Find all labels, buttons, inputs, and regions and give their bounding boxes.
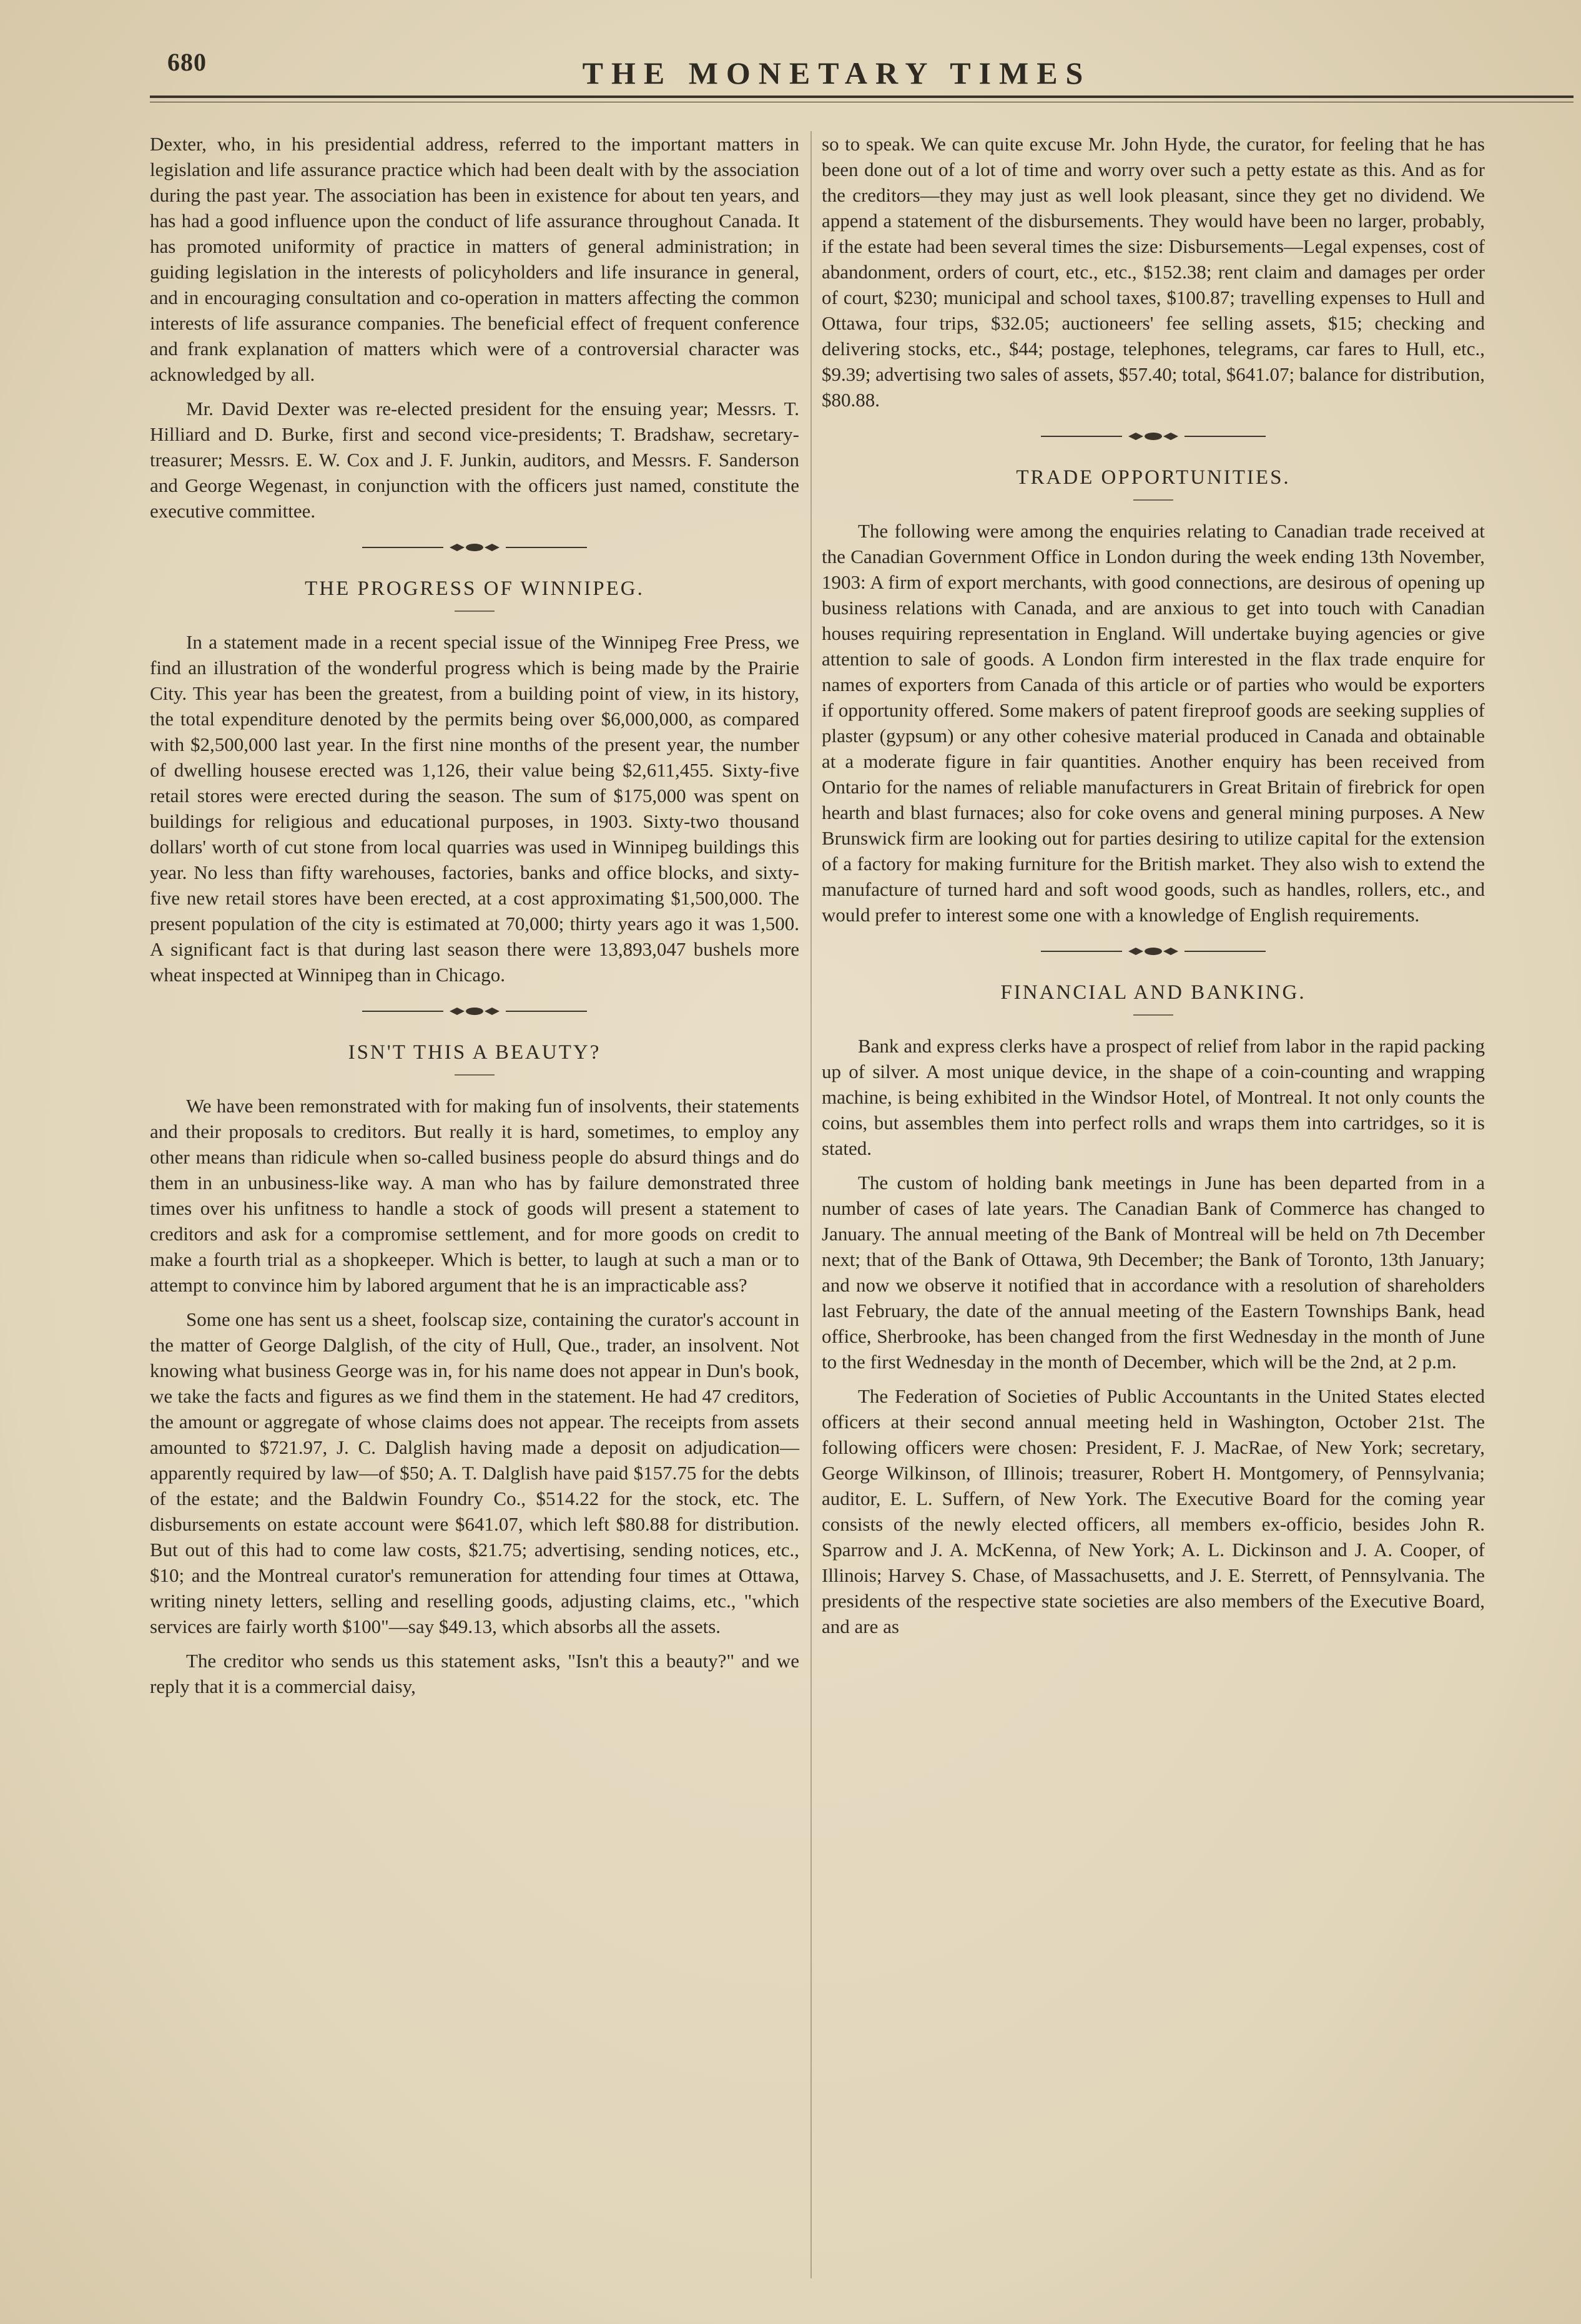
section-heading-winnipeg: THE PROGRESS OF WINNIPEG. [305,577,644,600]
heading-underline [1133,499,1173,501]
article-paragraph: We have been remonstrated with for making fun of insolvents, their statements and their proposals to creditors. But really it is hard, sometimes, to employ any other means than ridicule when so-called business people do absurd things and do them in an unbusiness-like way. A man who has by failure demonstrated three times over his unfitness to handle a stock of goods will present a statement to creditors and ask for a compromise settlement, and for more goods on credit to make a fourth trial as a shopkeeper. Which is better, to laugh at such a man or to attempt to convince him by labored argument that he is an impracticable ass? [150,1095,799,1296]
article-paragraph: Mr. David Dexter was re-elected president for the ensuing year; Messrs. T. Hilliard and D. Burke, first and second vice-presidents; T. Bradshaw, secretary-treasurer; Messrs. E. W. Cox and J. F. Junkin, auditors, and Messrs. F. Sanderson and George Wegenast, in conjunction with the officers just named, constitute the executive committee. [150,398,799,522]
heading-underline [455,1074,495,1076]
masthead-rule-thick [150,96,1574,98]
article-paragraph: Some one has sent us a sheet, foolscap size, containing the curator's account in the matter of George Dalglish, of the city of Hull, Que., trader, an insolvent. Not knowing what business George was in, for his name does not appear in Dun's book, we take the facts and figures as we find them in the statement. He had 47 creditors, the amount or aggregate of whose claims does not appear. The receipts from assets amounted to $721.97, J. C. Dalglish having made a deposit on adjudication—apparently required by law—of $50; A. T. Dalglish have paid $157.75 for the debts of the estate; and the Baldwin Foundry Co., $514.22 for the stock, etc. The disbursements on estate account were $641.07, which left $80.88 for distribution. But out of this had to come law costs, $21.75; advertising, sending notices, etc., $10; and the Montreal curator's remuneration for attending four times at Ottawa, writing ninety letters, selling and reselling goods, adjusting claims, etc., "which services are fairly worth $100"—say $49.13, which absorbs all the assets. [150,1308,799,1637]
left-column [150,131,799,1708]
heading-underline [1133,1014,1173,1016]
section-heading-beauty: ISN'T THIS A BEAUTY? [348,1041,601,1064]
article-paragraph: The following were among the enquiries relating to Canadian trade received at the Canadian Government Office in London during the week ending 13th November, 1903: A firm of export merchants, with good connections, are desirous of opening up business relations with Canada, and are anxious to get into touch with Canadian houses requiring representation in England. Will undertake buying agencies or give attention to sale of goods. A London firm interested in the flax trade enquire for names of exporters from Canada of this article or of parties who would be exporters if opportunity offered. Some makers of patent fireproof goods are seeking supplies of plaster (gypsum) or any other cohesive material produced in Canada and obtainable at a moderate figure in fair quantities. Another enquiry has been received from Ontario for the names of reliable manufacturers in Great Britain of firebrick for open hearth and blast furnaces; also for coke ovens and general mining purposes. A New Brunswick firm are looking out for parties desiring to utilize capital for the extension of a factory for making furniture for the British market. They also wish to extend the manufacture of turned hard and soft wood goods, such as handles, rollers, etc., and would prefer to interest some one with a knowledge of English requirements. [822,520,1485,926]
article-paragraph: so to speak. We can quite excuse Mr. John Hyde, the curator, for feeling that he has been done out of a lot of time and worry over such a petty estate as this. And as for the creditors—they may just as well look pleasant, since they get no dividend. We append a statement of the disbursements. They would have been no larger, probably, if the estate had been several times the size: Disbursements—Legal expenses, cost of abandonment, orders of court, etc., etc., $152.38; rent claim and damages per order of court, $230; municipal and school taxes, $100.87; travelling expenses to Hull and Ottawa, four trips, $32.05; auctioneers' fee selling assets, $15; checking and delivering stocks, etc., $44; postage, telephones, telegrams, car fares to Hull, etc., $9.39; advertising two sales of assets, $57.40; total, $641.07; balance for distribution, $80.88. [822,133,1485,411]
ornament-divider [362,1005,587,1017]
ornament-divider [1041,945,1266,958]
article-paragraph: Bank and express clerks have a prospect of relief from labor in the rapid packing up of silver. A most unique device, in the shape of a coin-counting and wrapping machine, is being exhibited in the Windsor Hotel, of Montreal. It not only counts the coins, but assembles them into perfect rolls and wraps them into cartridges, so it is stated. [822,1035,1485,1159]
right-column [822,131,1485,1648]
masthead-title: THE MONETARY TIMES [582,56,1091,91]
ornament-divider [362,541,587,554]
page-number: 680 [167,48,207,76]
article-paragraph: Dexter, who, in his presidential address, referred to the important matters in legislation and life assurance practice which had been dealt with by the association during the past year. The association has been in existence for about ten years, and has had a good influence upon the conduct of life assurance throughout Canada. It has promoted uniformity of practice in matters of general administration; in guiding legislation in the interests of policyholders and life insurance in general, and in encouraging consultation and co-operation in matters affecting the common interests of life assurance companies. The beneficial effect of frequent conference and frank explanation of matters which were of a controversial character was acknowledged by all. [150,133,799,385]
section-heading-financial: FINANCIAL AND BANKING. [1000,981,1306,1004]
column-divider [810,131,812,2278]
section-heading-trade: TRADE OPPORTUNITIES. [1016,466,1291,489]
article-paragraph: The creditor who sends us this statement asks, "Isn't this a beauty?" and we reply that it is a commercial daisy, [150,1650,799,1697]
article-paragraph: The custom of holding bank meetings in June has been departed from in a number of cases of late years. The Canadian Bank of Commerce has changed to January. The annual meeting of the Bank of Montreal will be held on 7th December next; that of the Bank of Ottawa, 9th December; the Bank of Toronto, 13th January; and now we observe it notified that in accordance with a resolution of shareholders last February, the date of the annual meeting of the Eastern Townships Bank, head office, Sherbrooke, has been changed from the first Wednesday in the month of June to the first Wednesday in the month of December, which will be the 2nd, at 2 p.m. [822,1172,1485,1373]
article-paragraph: The Federation of Societies of Public Accountants in the United States elected officers at their second annual meeting held in Washington, October 21st. The following officers were chosen: President, F. J. MacRae, of New York; secretary, George Wilkinson, of Illinois; treasurer, Robert H. Montgomery, of Pennsylvania; auditor, E. L. Suffern, of New York. The Executive Board for the coming year consists of the newly elected officers, all members ex-officio, besides John R. Sparrow and J. A. McKenna, of New York; A. L. Dickinson and J. A. Cooper, of Illinois; Harvey S. Chase, of Massachusetts, and J. E. Sterrett, of Pennsylvania. The presidents of the respective state societies are also members of the Executive Board, and are as [822,1385,1485,1637]
heading-underline [455,610,495,612]
article-paragraph: In a statement made in a recent special issue of the Winnipeg Free Press, we find an illustration of the wonderful progress which is being made by the Prairie City. This year has been the greatest, from a building point of view, in its history, the total expenditure denoted by the permits being over $6,000,000, as compared with $2,500,000 last year. In the first nine months of the present year, the number of dwelling housese erected was 1,126, their value being $2,611,455. Sixty-five retail stores were erected during the season. The sum of $175,000 was spent on buildings for religious and educational purposes, in 1903. Sixty-two thousand dollars' worth of cut stone from local quarries was used in Winnipeg buildings this year. No less than fifty warehouses, factories, banks and office blocks, and sixty-five new retail stores have been erected, at a cost approximating $1,500,000. The present population of the city is estimated at 70,000; thirty years ago it was 1,500. A significant fact is that during last season there were 13,893,047 bushels more wheat inspected at Winnipeg than in Chicago. [150,631,799,986]
ornament-divider [1041,430,1266,443]
